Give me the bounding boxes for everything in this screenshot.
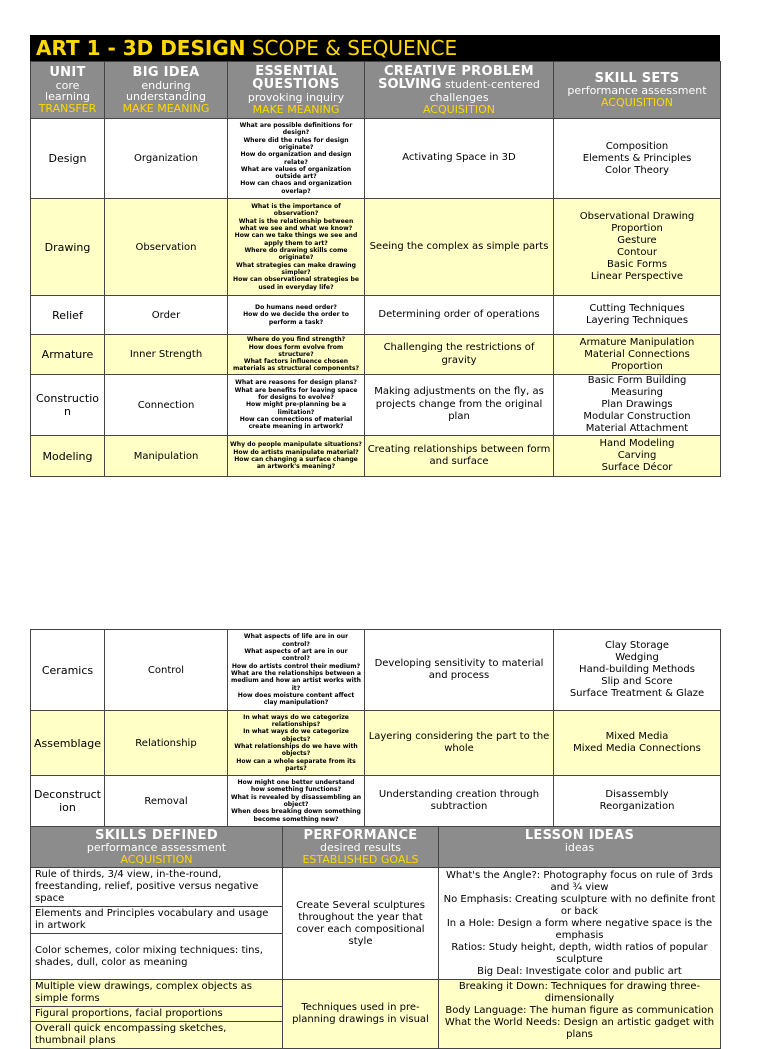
big-idea: Order (105, 296, 228, 335)
creative-problem: Making adjustments on the fly, as projects change from the original plan (365, 375, 554, 436)
unit-name: Design (31, 119, 105, 199)
skill-item: Measuring (610, 387, 664, 398)
header-performance: PERFORMANCE desired results ESTABLISHED GOALS (283, 827, 439, 868)
essential-question: How does moisture content affect clay manipulation? (237, 691, 355, 707)
big-idea: Organization (105, 119, 228, 199)
essential-question: How can a whole separate from its parts? (236, 757, 356, 772)
big-idea: Relationship (105, 711, 228, 776)
scope-sequence-table-continued (30, 629, 721, 827)
essential-question: Where did the rules for design originate? (243, 136, 349, 151)
essential-question: What are possible definitions for design? (239, 121, 353, 137)
unit-row (31, 296, 721, 335)
skill-item: Wedging (615, 652, 659, 663)
unit-row (31, 119, 721, 199)
essential-questions (228, 296, 365, 335)
skill-set (554, 630, 721, 711)
skill-defined-text: Color schemes, color mixing techniques: tins, shades, dull, color as meaning (31, 934, 283, 980)
essential-question: Where do you find strength? (246, 336, 346, 344)
skill-item: Mixed Media Connections (573, 743, 701, 754)
creative-problem: Layering considering the part to the whole (365, 711, 554, 776)
unit-row (31, 630, 721, 711)
header-creative-problem-solving: CREATIVE PROBLEM SOLVING student-centered challenges ACQUISITION (365, 62, 554, 119)
essential-question: What is the importance of observation? (251, 203, 341, 218)
creative-problem: Creating relationships between form and surface (365, 436, 554, 477)
essential-question: How does form evolve from structure? (248, 343, 344, 358)
skill-item: Surface Treatment & Glaze (569, 688, 705, 699)
skill-item: Proportion (611, 223, 663, 234)
essential-question: What strategies can make drawing simpler? (236, 261, 356, 276)
essential-question: What is revealed by disassembling an object? (230, 793, 362, 808)
creative-problem: Understanding creation through subtraction (365, 776, 554, 827)
essential-question: How can observational strategies be used in everyday life? (233, 276, 359, 291)
unit-row (31, 335, 721, 375)
header-skills-defined: SKILLS DEFINED performance assessment ACQUISITION (31, 827, 283, 868)
essential-question: How might pre-planning be a limitation? (245, 401, 347, 416)
essential-question: What relationships do we have with objects? (234, 743, 358, 758)
essential-question: How do artists manipulate material? (233, 448, 359, 456)
unit-name: Ceramics (31, 630, 105, 711)
skill-set (554, 375, 721, 436)
essential-question: What is the relationship between what we see and what we know? (238, 217, 354, 233)
performance-text: Techniques used in pre-planning drawings in visual (283, 980, 439, 1049)
essential-question: What are values of organization outside art? (240, 165, 352, 181)
skill-set (554, 436, 721, 477)
essential-questions (228, 119, 365, 199)
essential-question: Where do drawing skills come originate? (244, 247, 348, 262)
skill-set (554, 335, 721, 375)
skill-item: Material Attachment (585, 423, 689, 434)
skill-set (554, 776, 721, 827)
essential-questions (228, 630, 365, 711)
lesson-idea: In a Hole: Design a form where negative space is the emphasis (446, 917, 713, 941)
skill-set (554, 119, 721, 199)
essential-questions (228, 335, 365, 375)
skill-set (554, 296, 721, 335)
lesson-ideas-cell (439, 868, 721, 980)
header-lesson-ideas: LESSON IDEAS ideas (439, 827, 721, 868)
header-skill-sets: SKILL SETS performance assessment ACQUISITION (554, 62, 721, 119)
essential-questions (228, 375, 365, 436)
essential-question: In what ways do we categorize relationships? (243, 713, 349, 729)
skill-item: Disassembly (605, 789, 669, 800)
skill-item: Basic Forms (606, 259, 668, 270)
lesson-idea: No Emphasis: Creating sculpture with no definite front or back (443, 893, 716, 917)
unit-row (31, 711, 721, 776)
skill-item: Hand-building Methods (579, 664, 695, 675)
lesson-idea: Ratios: Study height, depth, width ratios of popular sculpture (451, 941, 708, 965)
essential-question: How can connections of material create meaning in artwork? (239, 415, 353, 431)
skill-defined-text: Multiple view drawings, complex objects as simple forms (31, 980, 283, 1007)
essential-question: What factors influence chosen materials as structural components? (232, 358, 360, 373)
skill-item: Elements & Principles (582, 152, 692, 164)
essential-questions (228, 711, 365, 776)
header-essential-questions: ESSENTIAL QUESTIONS provoking inquiry MAKE MEANING (228, 62, 365, 119)
skill-defined-text: Figural proportions, facial proportions (31, 1007, 283, 1022)
unit-name: Relief (31, 296, 105, 335)
skill-item: Cutting Techniques (589, 303, 685, 314)
skill-defined-text: Elements and Principles vocabulary and usage in artwork (31, 907, 283, 934)
unit-row (31, 436, 721, 477)
unit-row (31, 199, 721, 296)
skill-set (554, 711, 721, 776)
lesson-idea: What the World Needs: Design an artistic gadget with plans (444, 1017, 715, 1040)
essential-question: What aspects of life are in our control? (243, 633, 349, 648)
skill-defined-text: Rule of thirds, 3/4 view, in-the-round, freestanding, relief, positive versus negative space (31, 868, 283, 907)
skill-item: Proportion (611, 360, 663, 372)
skill-set (554, 199, 721, 296)
skill-item: Slip and Score (601, 676, 673, 687)
essential-question: How might one better understand how something functions? (237, 779, 355, 794)
skill-item: Observational Drawing (579, 211, 695, 222)
creative-problem: Seeing the complex as simple parts (365, 199, 554, 296)
essential-question: How do we decide the order to perform a task? (243, 311, 349, 326)
skills-row (31, 980, 721, 1007)
skill-item: Mixed Media (605, 731, 669, 742)
unit-name: Constructio n (31, 375, 105, 436)
lesson-idea: What's the Angle?: Photography focus on rule of 3rds and ¾ view (446, 869, 713, 893)
skill-item: Color Theory (604, 164, 670, 176)
essential-question: How can chaos and organization overlap? (240, 180, 352, 195)
header-row-skills (31, 827, 721, 868)
essential-question: How can changing a surface change an artwork's meaning? (234, 456, 358, 471)
skill-item: Modular Construction (583, 411, 691, 422)
essential-questions (228, 199, 365, 296)
skill-item: Plan Drawings (601, 399, 673, 410)
skill-defined-text: Overall quick encompassing sketches, thumbnail plans (31, 1022, 283, 1049)
essential-question: How can we take things we see and apply them to art? (234, 232, 358, 247)
scope-sequence-table (30, 61, 721, 477)
creative-problem: Developing sensitivity to material and process (365, 630, 554, 711)
title-bold: ART 1 - 3D DESIGN (36, 36, 246, 60)
page-title (30, 35, 720, 61)
essential-questions (228, 436, 365, 477)
creative-problem: Determining order of operations (365, 296, 554, 335)
essential-question: How do artists control their medium? (231, 662, 361, 670)
unit-row (31, 776, 721, 827)
performance-text: Create Several sculptures throughout the year that cover each compositional style (283, 868, 439, 980)
essential-question: When does breaking down something become something new? (231, 808, 361, 823)
big-idea: Control (105, 630, 228, 711)
skill-item: Armature Manipulation (579, 336, 695, 348)
unit-name: Modeling (31, 436, 105, 477)
essential-question: Do humans need order? (255, 304, 337, 312)
skill-item: Material Connections (584, 348, 690, 360)
skill-item: Basic Form Building (587, 375, 687, 386)
header-big-idea: BIG IDEA enduring understanding MAKE MEANING (105, 62, 228, 119)
skill-item: Surface Décor (601, 462, 673, 473)
title-rest: SCOPE & SEQUENCE (245, 36, 458, 60)
unit-row (31, 375, 721, 436)
skill-item: Linear Perspective (590, 271, 684, 282)
big-idea: Inner Strength (105, 335, 228, 375)
creative-problem: Activating Space in 3D (365, 119, 554, 199)
unit-name: Drawing (31, 199, 105, 296)
big-idea: Removal (105, 776, 228, 827)
skill-item: Contour (617, 247, 657, 258)
skill-item: Reorganization (599, 801, 675, 812)
big-idea: Connection (105, 375, 228, 436)
unit-name: Deconstruct ion (31, 776, 105, 827)
unit-name: Assemblage (31, 711, 105, 776)
essential-question: In what ways do we categorize objects? (243, 728, 349, 743)
essential-question: How do organization and design relate? (240, 151, 352, 166)
essential-question: What are reasons for design plans? (235, 379, 357, 387)
skill-item: Clay Storage (604, 640, 670, 651)
header-unit: UNIT core learning TRANSFER (31, 62, 105, 119)
lesson-idea: Big Deal: Investigate color and public art (477, 965, 682, 977)
skills-row (31, 868, 721, 907)
essential-question: What aspects of art are in our control? (244, 648, 348, 663)
unit-name: Armature (31, 335, 105, 375)
lesson-idea: Breaking it Down: Techniques for drawing three-dimensionally (458, 981, 701, 1004)
lesson-ideas-cell (439, 980, 721, 1049)
big-idea: Manipulation (105, 436, 228, 477)
skill-item: Gesture (617, 235, 657, 246)
skills-defined-table (30, 826, 721, 1049)
skill-item: Hand Modeling (599, 438, 675, 449)
skill-item: Carving (617, 450, 657, 461)
essential-question: What are the relationships between a medium and how an artist works with it? (231, 670, 361, 692)
lesson-idea: Body Language: The human figure as communication (445, 1005, 714, 1016)
header-row (31, 62, 721, 119)
essential-question: What are benefits for leaving space for designs to evolve? (234, 386, 358, 402)
creative-problem: Challenging the restrictions of gravity (365, 335, 554, 375)
essential-question: Why do people manipulate situations? (230, 441, 362, 449)
essential-questions (228, 776, 365, 827)
skill-item: Composition (605, 140, 669, 152)
skill-item: Layering Techniques (585, 315, 689, 326)
big-idea: Observation (105, 199, 228, 296)
